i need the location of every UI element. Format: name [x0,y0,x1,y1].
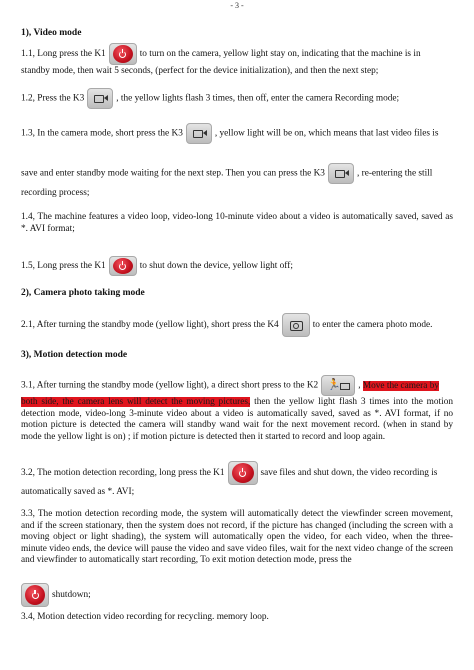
power-icon [113,258,133,274]
para-3-2-line1 [21,461,453,485]
k3-video-key [328,163,354,184]
video-camera-icon [94,95,104,103]
para-3-2-line2: automatically saved as *. AVI; [21,487,135,497]
heading-video-mode: 1), Video mode [21,28,82,38]
para-3-1-body [21,397,453,443]
power-icon [25,585,45,605]
k1-power-key [109,43,137,65]
page-number: - 3 - [230,1,244,10]
power-icon [232,463,254,483]
para-3-3-end [21,583,453,607]
para-1-3-text-b: , yellow light will be on, which means that last video files is [214,128,439,139]
para-1-3-line3: recording process; [21,188,90,198]
k3-video-key [186,123,212,144]
k2-motion-key [321,375,355,396]
para-1-3-text-d: , re-entering the still [356,168,433,179]
para-1-5 [21,256,453,276]
para-1-2-text-b: , the yellow lights flash 3 times, then off, enter the camera Recording mode; [116,93,400,104]
k4-photo-key [282,313,310,337]
para-2-1-text-a: 2.1, After turning the standby mode (yellow light), short press the K4 [21,320,279,331]
k1-power-key [21,583,49,607]
para-2-1-text-b: to enter the camera photo mode. [312,320,433,331]
para-3-1-text-a: 3.1, After turning the standby mode (yellow light), a direct short press to the K2 [21,380,319,391]
highlight-text-2: both side, the camera lens will detect the moving pictures, [21,397,251,407]
video-camera-icon [335,170,345,178]
para-1-1-text-b: to turn on the camera, yellow light stay on, indicating that the machine is in [139,49,421,60]
para-2-1 [21,313,453,337]
para-3-1-text-e: then the yellow light flash 3 times into the motion detection mode, video-long 3-minute video about a video is automatically saved, saved as *. AVI format, if no motion picture is detected the camera will standby wand wait for the next movement record. (when in stand by mode the yellow light is on) ; if motion picture is detected then it started to record and loop again. [21,397,454,442]
video-camera-icon [193,130,203,138]
para-3-3: 3.3, The motion detection recording mode, the system will automatically detect the viewfinder screen movement, and if the screen stationary, then the system does not record, if the picture has changed (including the screen with a moving object or light shading), the system will automatically open the video, for each video, when the three-minute video ends, the device will pause the video and save video files, wait for the next video change of the screen and viewfinder to automatically start recording, To exit motion detection mode, press the [21,509,453,566]
para-3-1-line1 [21,375,453,396]
k1-power-key [228,461,258,485]
para-1-5-text-a: 1.5, Long press the K1 [21,261,106,272]
para-1-3-line2 [21,163,453,184]
heading-photo-mode: 2), Camera photo taking mode [21,288,145,298]
para-3-4: 3.4, Motion detection video recording for recycling. memory loop. [21,612,269,622]
para-1-2 [21,88,453,109]
para-1-4: 1.4, The machine features a video loop, video-long 10-minute video about a video is automatically saved, saved as *. AVI format; [21,212,453,234]
para-3-1-text-b: , [358,380,361,391]
highlight-text-1: Move the camera by [362,380,439,391]
para-3-3-end-text: shutdown; [52,590,91,601]
para-1-1-line1 [21,43,453,65]
para-1-5-text-b: to shut down the device, yellow light off; [139,261,293,272]
heading-motion-detection: 3), Motion detection mode [21,350,128,360]
para-3-2-text-a: 3.2, The motion detection recording, long press the K1 [21,468,225,479]
para-1-3-text-a: 1.3, In the camera mode, short press the K3 [21,128,183,139]
motion-person-icon: 🏃 [327,378,341,391]
k3-video-key [87,88,113,109]
k1-power-key [109,256,137,276]
para-1-3-line1 [21,123,453,144]
para-1-1-line2: standby mode, then wait 5 seconds, (perfect for the device initialization), and then the next step; [21,66,379,76]
para-3-2-text-b: save files and shut down, the video recording is [260,468,438,479]
para-1-1-text-a: 1.1, Long press the K1 [21,49,106,60]
power-icon [113,45,133,63]
para-1-3-text-c: save and enter standby mode waiting for the next step. Then you can press the K3 [21,168,325,179]
para-1-2-text-a: 1.2, Press the K3 [21,93,85,104]
